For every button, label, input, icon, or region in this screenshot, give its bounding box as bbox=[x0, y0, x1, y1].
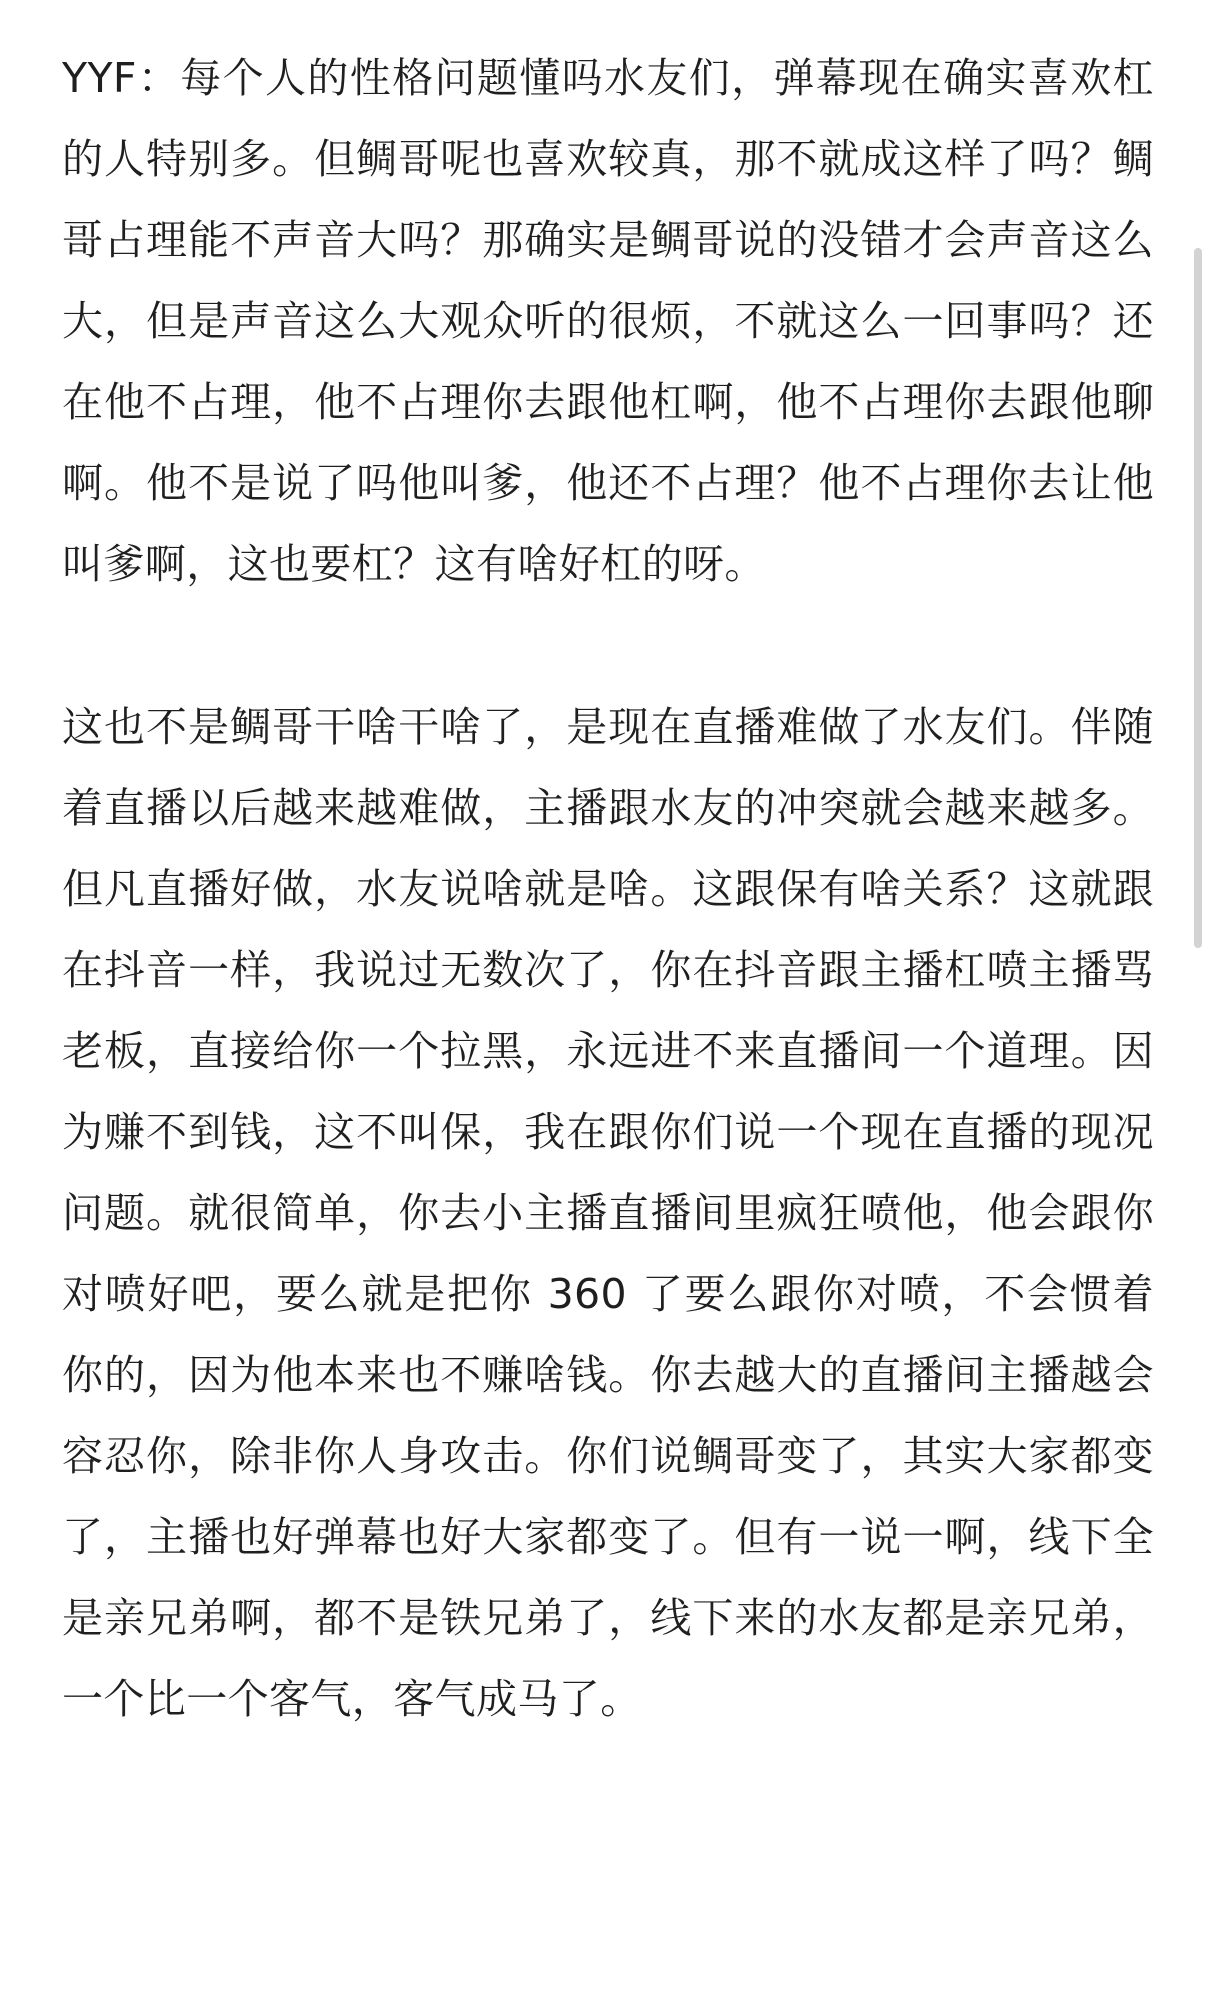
vertical-scrollbar[interactable] bbox=[1194, 248, 1202, 948]
article-body bbox=[62, 38, 1154, 1740]
paragraph-2: 这也不是鲷哥干啥干啥了，是现在直播难做了水友们。伴随着直播以后越来越难做，主播跟水友的冲突就会越来越多。但凡直播好做，水友说啥就是啥。这跟保有啥关系？这就跟在抖音一样，我说过无数次了，你在抖音跟主播杠喷主播骂老板，直接给你一个拉黑，永远进不来直播间一个道理。因为赚不到钱，这不叫保，我在跟你们说一个现在直播的现况问题。就很简单，你去小主播直播间里疯狂喷他，他会跟你对喷好吧，要么就是把你 360 了要么跟你对喷，不会惯着你的，因为他本来也不赚啥钱。你去越大的直播间主播越会容忍你，除非你人身攻击。你们说鲷哥变了，其实大家都变了，主播也好弹幕也好大家都变了。但有一说一啊，线下全是亲兄弟啊，都不是铁兄弟了，线下来的水友都是亲兄弟，一个比一个客气，客气成马了。 bbox=[62, 703, 1154, 1723]
paragraph-1: YYF：每个人的性格问题懂吗水友们，弹幕现在确实喜欢杠的人特别多。但鲷哥呢也喜欢较真，那不就成这样了吗？鲷哥占理能不声音大吗？那确实是鲷哥说的没错才会声音这么大，但是声音这么大观众听的很烦，不就这么一回事吗？还在他不占理，他不占理你去跟他杠啊，他不占理你去跟他聊啊。他不是说了吗他叫爹，他还不占理？他不占理你去让他叫爹啊，这也要杠？这有啥好杠的呀。 bbox=[62, 54, 1154, 588]
